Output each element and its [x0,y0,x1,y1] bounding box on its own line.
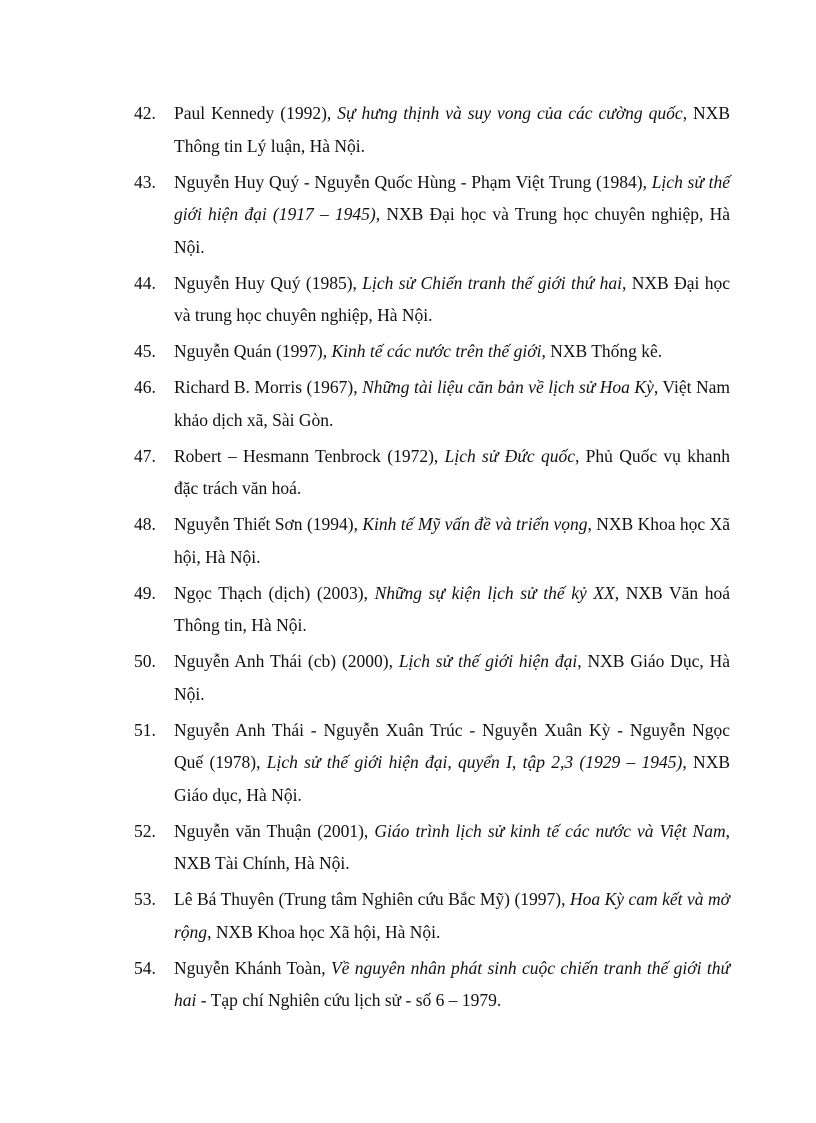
reference-author: Nguyễn Thiết Sơn (1994), [174,514,363,534]
reference-number: 49. [134,582,156,603]
reference-item [0,371,730,436]
reference-number: 44. [134,272,156,293]
reference-text [174,883,730,948]
reference-text [174,267,730,332]
reference-title: Sự hưng thịnh và suy vong của các cường quốc [337,103,683,123]
reference-number: 54. [134,957,156,978]
reference-title: Về nguyên nhân phát sinh cuộc chiến tranh thế giới thứ hai [174,957,730,1010]
reference-number: 42. [134,103,156,123]
reference-text [174,577,730,642]
reference-item [0,577,730,642]
reference-item [0,335,730,368]
reference-item [0,645,730,710]
reference-number: 48. [134,514,156,534]
reference-title: Kinh tế Mỹ vấn đề và triển vọng [362,514,588,534]
reference-publisher: , NXB Thông tin Lý luận, Hà Nội. [174,103,730,156]
reference-title: Giáo trình lịch sử kinh tế các nước và Việt Nam [374,820,726,841]
reference-number: 50. [134,651,156,671]
reference-author: Nguyễn Quán (1997), [174,341,332,361]
reference-publisher: , NXB Đại học và Trung học chuyên nghiệp, Hà Nội. [174,204,730,257]
reference-publisher: , NXB Thống kê. [541,341,663,361]
reference-item [0,714,730,812]
reference-publisher: , Phủ Quốc vụ khanh đặc trách văn hoá. [174,445,730,498]
reference-author: Nguyễn Khánh Toàn, [174,957,331,978]
reference-text [174,97,730,162]
reference-title: Hoa Kỳ cam kết và mở rộng [174,889,730,942]
reference-text [174,166,730,264]
reference-item [0,267,730,332]
reference-author: Ngọc Thạch (dịch) (2003), [174,582,375,603]
reference-text [174,645,730,710]
reference-list [0,97,816,1020]
reference-author: Richard B. Morris (1967), [174,377,363,397]
reference-item [0,952,730,1017]
reference-author: Nguyễn Anh Thái - Nguyễn Xuân Trúc - Nguyễn Xuân Kỳ - Nguyễn Ngọc Quế (1978), [174,719,730,772]
reference-number: 47. [134,445,156,466]
reference-item [0,166,730,264]
reference-author: Robert – Hesmann Tenbrock (1972), [174,445,445,466]
reference-item [0,883,730,948]
reference-title: Lịch sử Chiến tranh thế giới thứ hai [362,272,622,293]
reference-title: Lịch sử thế giới hiện đại, quyển I, tập 2,3 (1929 – 1945) [266,752,683,772]
reference-number: 52. [134,820,156,841]
reference-title: Những sự kiện lịch sử thế kỷ XX [374,582,615,603]
reference-publisher: - Tạp chí Nghiên cứu lịch sử - số 6 – 1979. [196,990,502,1010]
reference-text [174,952,730,1017]
reference-item [0,97,730,162]
reference-text [174,508,730,573]
reference-publisher: , NXB Khoa học Xã hội, Hà Nội. [174,514,730,567]
reference-publisher: , NXB Giáo Dục, Hà Nội. [174,651,730,704]
reference-item [0,440,730,505]
reference-text [174,335,730,368]
reference-title: Những tài liệu căn bản về lịch sử Hoa Kỳ [362,377,654,397]
reference-publisher: , Việt Nam khảo dịch xã, Sài Gòn. [174,377,730,430]
reference-number: 45. [134,341,156,361]
reference-item [0,508,730,573]
reference-text [174,815,730,880]
reference-publisher: , NXB Tài Chính, Hà Nội. [174,820,730,873]
reference-author: Paul Kennedy (1992), [174,103,338,123]
reference-text [174,440,730,505]
reference-item [0,815,730,880]
reference-title: Lịch sử Đức quốc [444,445,575,466]
reference-author: Nguyễn văn Thuận (2001), [174,820,375,841]
reference-title: Lịch sử thế giới hiện đại (1917 – 1945) [174,171,730,224]
reference-number: 43. [134,171,156,192]
reference-number: 46. [134,377,156,397]
reference-publisher: , NXB Khoa học Xã hội, Hà Nội. [207,921,441,942]
reference-number: 51. [134,719,156,740]
reference-publisher: , NXB Đại học và trung học chuyên nghiệp, Hà Nội. [174,272,731,325]
reference-author: Lê Bá Thuyên (Trung tâm Nghiên cứu Bắc Mỹ) (1997), [174,889,570,909]
reference-text [174,714,730,812]
reference-text [174,371,730,436]
reference-number: 53. [134,889,156,909]
reference-author: Nguyễn Huy Quý (1985), [174,272,363,293]
reference-publisher: , NXB Giáo dục, Hà Nội. [174,752,731,805]
reference-title: Kinh tế các nước trên thế giới [331,341,542,361]
reference-title: Lịch sử thế giới hiện đại [398,651,578,671]
reference-author: Nguyễn Anh Thái (cb) (2000), [174,651,399,671]
reference-author: Nguyễn Huy Quý - Nguyễn Quốc Hùng - Phạm Việt Trung (1984), [174,171,652,192]
reference-publisher: , NXB Văn hoá Thông tin, Hà Nội. [174,582,730,635]
